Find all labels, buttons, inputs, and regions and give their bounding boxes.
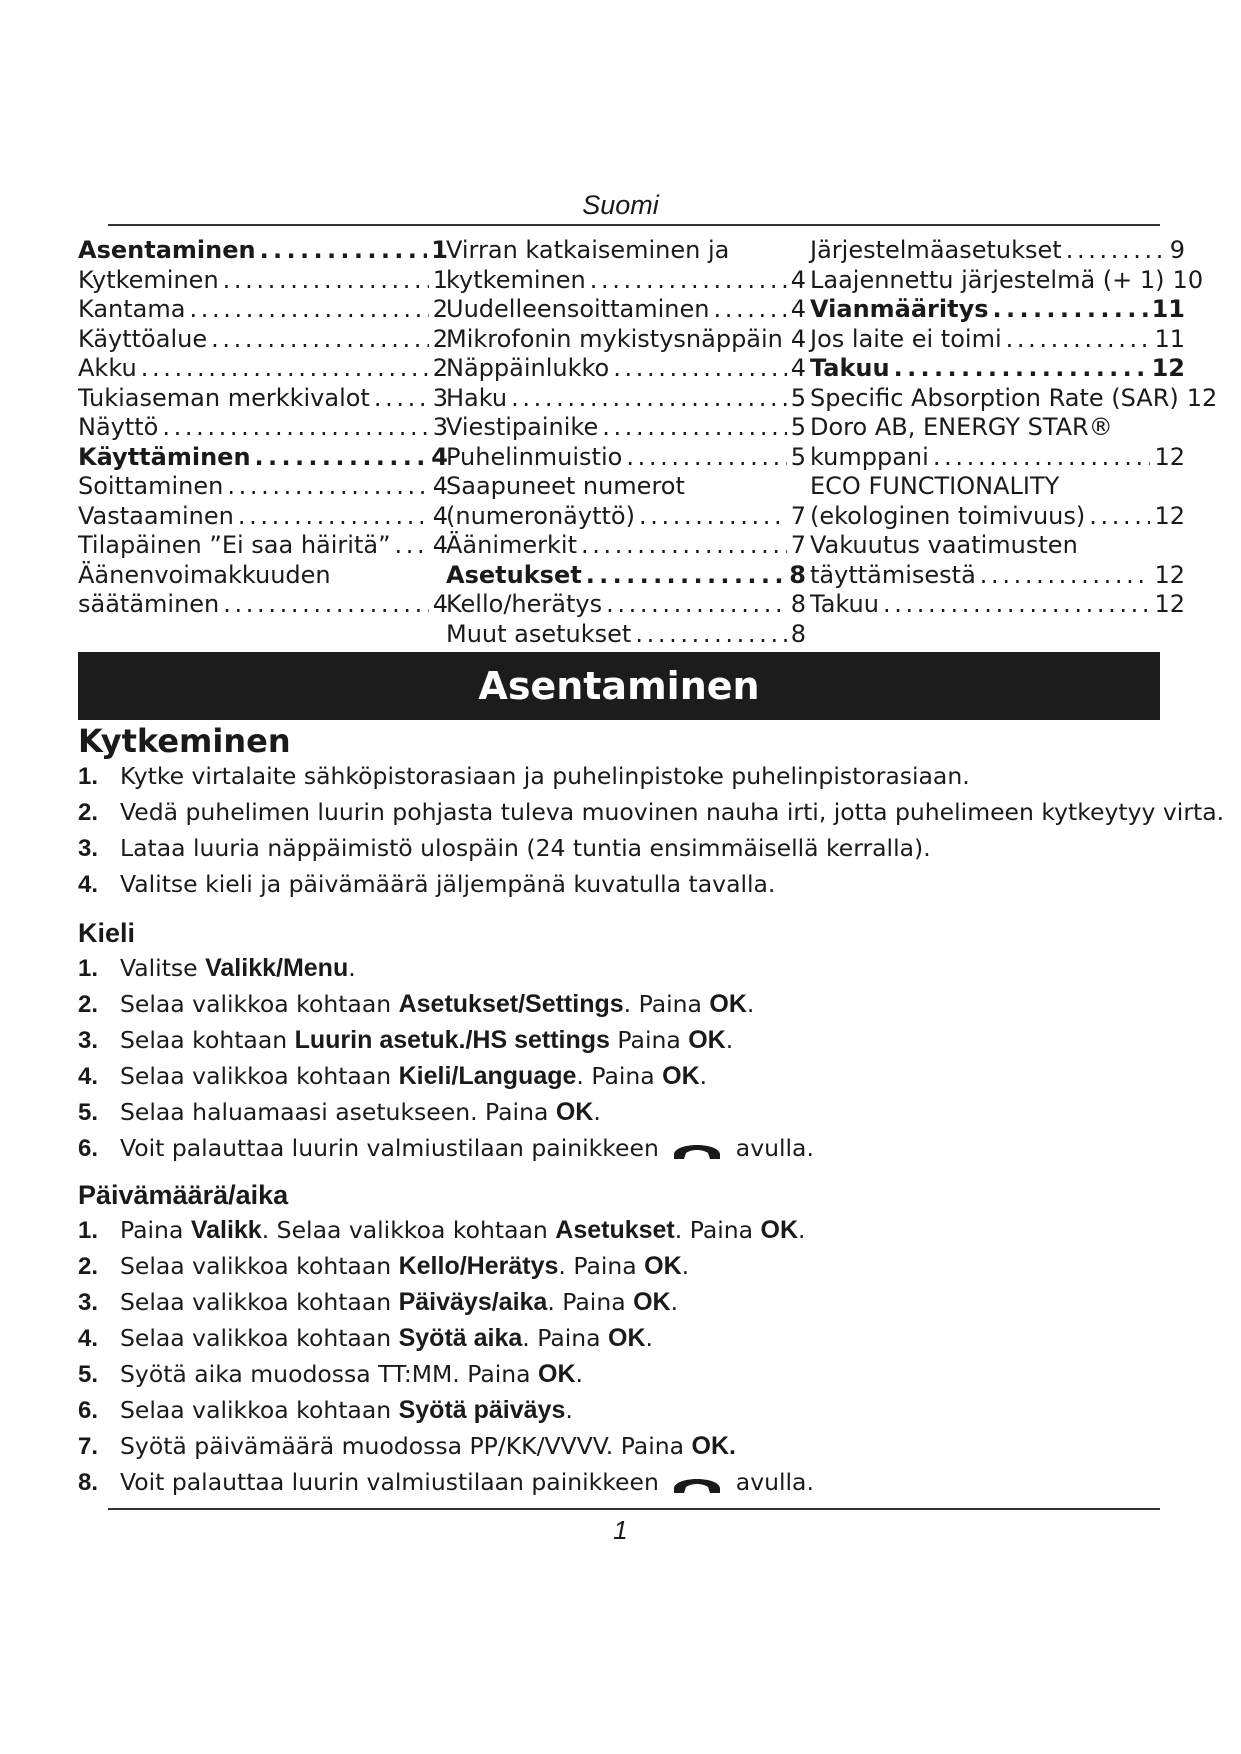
- toc-entry: [78, 384, 448, 414]
- toc-entry-label: Puhelinmuistio: [446, 442, 623, 471]
- step-keyword: Syötä päiväys: [398, 1396, 566, 1424]
- step-text: avulla.: [728, 1468, 814, 1496]
- toc-entry-page: 1: [431, 236, 448, 264]
- step-keyword: Kello/Herätys: [398, 1252, 559, 1280]
- step-number: 7.: [78, 1433, 99, 1460]
- toc-entry-label: Tukiaseman merkkivalot: [78, 383, 370, 412]
- toc-entry: [78, 295, 448, 325]
- end-call-icon: [672, 1138, 722, 1162]
- step-item: [78, 1284, 1198, 1320]
- toc-leader-dots: [374, 384, 429, 414]
- toc-leader-dots: [602, 413, 787, 443]
- toc-leader-dots: [883, 590, 1150, 620]
- toc-entry-label: Soittaminen: [78, 472, 224, 500]
- toc-entry-page: 1: [432, 265, 448, 294]
- step-number: 1.: [78, 763, 99, 790]
- toc-entry: [446, 384, 806, 414]
- toc-leader-dots: [223, 266, 429, 296]
- step-item: [78, 1130, 1198, 1166]
- footer-rule: [108, 1508, 1160, 1510]
- toc-entry-page: 4: [790, 295, 806, 323]
- toc-leader-dots: [1006, 325, 1151, 355]
- step-number: 4.: [78, 1325, 99, 1352]
- toc-entry-page: 12: [1151, 354, 1185, 382]
- step-text: . Paina: [576, 1062, 663, 1090]
- step-keyword: Luurin asetuk./HS settings: [294, 1026, 610, 1054]
- toc-entry-label: Haku: [446, 383, 508, 412]
- toc-entry: [446, 561, 806, 591]
- step-text: . Selaa valikkoa kohtaan: [261, 1216, 556, 1244]
- toc-entry: [810, 383, 1218, 414]
- toc-leader-dots: [1089, 502, 1150, 532]
- toc-entry: [446, 502, 806, 532]
- step-text: .: [725, 1026, 734, 1054]
- toc-entry-page: 5: [790, 413, 806, 441]
- toc-entry: [810, 413, 1185, 443]
- toc-entry-page: 11: [1154, 324, 1185, 353]
- toc-entry-page: 11: [1151, 295, 1185, 323]
- step-item: [78, 794, 1225, 830]
- toc-entry-page: 2: [432, 354, 448, 382]
- toc-entry-label: Jos laite ei toimi: [810, 324, 1002, 353]
- step-text: . Paina: [623, 990, 710, 1018]
- step-keyword: Valikk/Menu: [205, 954, 349, 982]
- step-text: .: [670, 1288, 679, 1316]
- toc-entry-label: Kantama: [78, 295, 186, 323]
- kieli-steps: [78, 950, 1198, 1166]
- toc-entry-label: Tilapäinen ”Ei saa häiritä”: [78, 531, 391, 559]
- step-text: Paina: [120, 1216, 191, 1244]
- step-item: [78, 758, 1198, 794]
- toc-entry: [810, 531, 1185, 561]
- step-item: [78, 1320, 1198, 1356]
- step-text: . Paina: [674, 1216, 761, 1244]
- step-text: Selaa valikkoa kohtaan: [120, 1324, 399, 1352]
- step-text: Selaa valikkoa kohtaan: [120, 1288, 399, 1316]
- step-text: Lataa luuria näppäimistö ulospäin (24 tuntia ensimmäisellä kerralla).: [120, 834, 931, 862]
- toc-entry-label: täyttämisestä: [810, 560, 976, 589]
- step-number: 1.: [78, 955, 99, 982]
- step-text: . Paina: [522, 1324, 609, 1352]
- step-keyword: OK.: [691, 1432, 736, 1460]
- step-item: [78, 986, 1198, 1022]
- step-keyword: Asetukset/Settings: [398, 990, 624, 1018]
- step-keyword: OK: [633, 1288, 671, 1316]
- toc-entry-page: 3: [432, 383, 448, 412]
- toc-entry: [810, 502, 1185, 532]
- toc-entry-label: Kello/herätys: [446, 590, 603, 618]
- step-text: Vedä puhelimen luurin pohjasta tuleva muovinen nauha irti, jotta puhelimeen kytkeytyy virta.: [120, 798, 1225, 826]
- toc-entry: [78, 354, 448, 384]
- toc-entry: [446, 325, 806, 355]
- step-number: 3.: [78, 1027, 99, 1054]
- step-item: [78, 950, 1198, 986]
- toc-entry-label: Kytkeminen: [78, 265, 219, 294]
- step-text: Kytke virtalaite sähköpistorasiaan ja puhelinpistoke puhelinpistorasiaan.: [120, 762, 970, 790]
- toc-entry-page: 12: [1186, 383, 1218, 412]
- step-number: 2.: [78, 991, 99, 1018]
- toc-leader-dots: [581, 531, 787, 561]
- toc-leader-dots: [590, 266, 787, 296]
- step-keyword: Kieli/Language: [398, 1062, 577, 1090]
- toc-leader-dots: [255, 443, 428, 473]
- heading-kytkeminen: Kytkeminen: [78, 722, 291, 760]
- heading-paivamaara: Päivämäärä/aika: [78, 1180, 289, 1210]
- step-keyword: Päiväys/aika: [398, 1288, 548, 1316]
- toc-leader-dots: [227, 472, 428, 502]
- header-language: Suomi: [582, 190, 659, 220]
- step-number: 5.: [78, 1099, 99, 1126]
- toc-entry-label: Specific Absorption Rate (SAR): [810, 383, 1179, 412]
- toc-leader-dots: [162, 413, 428, 443]
- toc-entry-label: Vastaaminen: [78, 501, 234, 530]
- toc-entry: [78, 531, 448, 561]
- toc-entry-page: 12: [1154, 501, 1185, 530]
- toc-entry: [446, 413, 806, 443]
- paivamaara-steps: [78, 1212, 1198, 1500]
- toc-entry-label: (numeronäyttö): [446, 501, 635, 530]
- toc-entry: [78, 236, 448, 266]
- step-text: . Paina: [558, 1252, 645, 1280]
- toc-entry-label: Saapuneet numerot: [446, 472, 685, 500]
- step-number: 1.: [78, 1217, 99, 1244]
- toc-column-2: [446, 236, 806, 649]
- toc-entry-label: Viestipainike: [446, 413, 599, 441]
- toc-entry-label: Virran katkaiseminen ja: [446, 236, 730, 264]
- end-call-icon: [672, 1472, 722, 1496]
- toc-entry: [78, 325, 448, 355]
- toc-entry-page: 12: [1154, 442, 1185, 471]
- toc-entry: [78, 590, 448, 620]
- toc-entry: [810, 325, 1185, 355]
- step-text: Selaa valikkoa kohtaan: [120, 1252, 399, 1280]
- step-text: .: [645, 1324, 654, 1352]
- step-text: .: [575, 1360, 584, 1388]
- step-keyword: Asetukset: [555, 1216, 675, 1244]
- toc-entry-page: 4: [432, 501, 448, 530]
- section-banner: Asentaminen: [78, 652, 1160, 720]
- toc-entry-label: Näyttö: [78, 413, 159, 441]
- step-item: [78, 1248, 1198, 1284]
- step-keyword: OK: [662, 1062, 700, 1090]
- toc-entry-label: säätäminen: [78, 590, 220, 618]
- step-text: Syötä aika muodossa TT:MM. Paina: [120, 1360, 539, 1388]
- toc-entry-label: Äänenvoimakkuuden: [78, 560, 331, 589]
- toc-entry: [446, 295, 806, 325]
- toc-leader-dots: [639, 502, 787, 532]
- toc-entry-label: Vakuutus vaatimusten: [810, 531, 1078, 559]
- toc-leader-dots: [1066, 236, 1166, 266]
- step-text: .: [746, 990, 755, 1018]
- step-keyword: OK: [688, 1026, 726, 1054]
- toc-entry-page: 10: [1172, 265, 1204, 294]
- toc-entry: [810, 590, 1185, 620]
- toc-leader-dots: [606, 590, 787, 620]
- toc-entry-label: Äänimerkit: [446, 531, 577, 559]
- step-text: Selaa kohtaan: [120, 1026, 295, 1054]
- step-text: .: [681, 1252, 690, 1280]
- step-keyword: Valikk: [190, 1216, 262, 1244]
- toc-entry-page: 4: [790, 324, 807, 353]
- step-keyword: OK: [608, 1324, 646, 1352]
- step-item: [78, 830, 1198, 866]
- toc-entry-label: Takuu: [810, 590, 879, 618]
- toc-entry-page: 4: [432, 590, 448, 618]
- toc-column-1: [78, 236, 448, 620]
- toc-entry: [78, 561, 448, 591]
- step-text: Selaa valikkoa kohtaan: [120, 1396, 399, 1424]
- step-text: Selaa haluamaasi asetukseen. Paina: [120, 1098, 556, 1126]
- toc-entry-label: Käyttäminen: [78, 442, 251, 471]
- toc-entry: [78, 472, 448, 502]
- step-number: 3.: [78, 835, 99, 862]
- toc-entry: [78, 266, 448, 296]
- step-item: [78, 1212, 1198, 1248]
- toc-entry-label: Vianmääritys: [810, 295, 989, 323]
- step-number: 3.: [78, 1289, 99, 1316]
- step-text: Valitse kieli ja päivämäärä jäljempänä kuvatulla tavalla.: [120, 870, 776, 898]
- step-item: [78, 1428, 1198, 1464]
- toc-leader-dots: [141, 354, 429, 384]
- toc-leader-dots: [511, 384, 787, 414]
- toc-entry: [446, 590, 806, 620]
- toc-entry: [810, 561, 1185, 591]
- toc-column-3: [810, 236, 1218, 620]
- step-text: . Paina: [547, 1288, 634, 1316]
- toc-entry: [446, 620, 806, 650]
- toc-entry-page: 2: [432, 295, 448, 323]
- toc-entry-page: 12: [1154, 560, 1185, 589]
- toc-entry-label: Laajennettu järjestelmä (+ 1): [810, 265, 1165, 294]
- toc-entry-label: Asetukset: [446, 560, 582, 589]
- step-item: [78, 1392, 1198, 1428]
- toc-entry-label: Asentaminen: [78, 236, 256, 264]
- step-number: 5.: [78, 1361, 99, 1388]
- toc-leader-dots: [238, 502, 429, 532]
- step-item: [78, 1058, 1198, 1094]
- step-number: 8.: [78, 1469, 99, 1496]
- step-number: 2.: [78, 1253, 99, 1280]
- step-text: Selaa valikkoa kohtaan: [120, 990, 399, 1018]
- toc-entry: [446, 443, 806, 473]
- toc-entry: [810, 472, 1185, 502]
- toc-entry-page: 4: [790, 354, 806, 382]
- toc-entry: [446, 472, 806, 502]
- header-rule: [108, 224, 1160, 226]
- step-number: 4.: [78, 1063, 99, 1090]
- step-item: [78, 1022, 1198, 1058]
- step-keyword: Syötä aika: [398, 1324, 523, 1352]
- toc-entry-page: 8: [790, 590, 806, 618]
- toc-leader-dots: [993, 295, 1148, 325]
- toc-entry: [810, 354, 1185, 384]
- toc-entry-label: Uudelleensoittaminen: [446, 295, 710, 323]
- step-text: avulla.: [728, 1134, 814, 1162]
- step-keyword: OK: [555, 1098, 594, 1126]
- toc-entry-label: Muut asetukset: [446, 619, 632, 648]
- toc-entry-page: 9: [1169, 236, 1185, 264]
- step-text: .: [798, 1216, 806, 1244]
- step-keyword: OK: [709, 990, 747, 1018]
- toc-leader-dots: [713, 295, 786, 325]
- toc-leader-dots: [586, 561, 786, 591]
- toc-entry: [78, 443, 448, 473]
- toc-entry: [78, 413, 448, 443]
- toc-entry: [78, 502, 448, 532]
- toc-entry: [810, 295, 1185, 325]
- toc-entry-page: 4: [790, 265, 806, 294]
- step-text: Syötä päivämäärä muodossa PP/KK/VVVV. Paina: [120, 1432, 692, 1460]
- kytkeminen-steps: [78, 758, 1225, 902]
- page-number: 1: [613, 1515, 628, 1545]
- toc-leader-dots: [933, 443, 1151, 473]
- toc-entry: [446, 354, 806, 384]
- toc-leader-dots: [613, 354, 787, 384]
- toc-entry-page: 2: [432, 324, 448, 353]
- step-item: [78, 1356, 1198, 1392]
- toc-entry-page: 4: [432, 531, 448, 559]
- toc-entry: [446, 266, 806, 296]
- toc-leader-dots: [223, 590, 428, 620]
- toc-entry-page: 3: [432, 413, 448, 441]
- toc-entry-label: Järjestelmäasetukset: [810, 236, 1062, 264]
- toc-entry-label: kumppani: [810, 442, 929, 471]
- step-keyword: OK: [644, 1252, 682, 1280]
- toc-leader-dots: [894, 354, 1148, 384]
- step-keyword: OK: [538, 1360, 576, 1388]
- step-text: Valitse: [120, 954, 206, 982]
- step-text: .: [699, 1062, 708, 1090]
- toc-entry-label: Käyttöalue: [78, 324, 208, 353]
- step-number: 6.: [78, 1135, 99, 1162]
- toc-leader-dots: [626, 443, 786, 473]
- step-text: .: [565, 1396, 573, 1424]
- toc-entry-page: 4: [432, 472, 448, 500]
- toc-entry-label: ECO FUNCTIONALITY: [810, 472, 1060, 500]
- toc-entry-page: 4: [431, 442, 448, 471]
- toc-entry-label: Näppäinlukko: [446, 354, 610, 382]
- toc-entry-page: 5: [790, 442, 806, 471]
- toc-entry-page: 5: [790, 383, 806, 412]
- step-item: [78, 866, 1198, 902]
- step-item: [78, 1464, 1198, 1500]
- step-number: 6.: [78, 1397, 99, 1424]
- step-text: .: [593, 1098, 601, 1126]
- toc-entry: [810, 236, 1185, 266]
- step-text: .: [348, 954, 356, 982]
- toc-entry-label: Doro AB, ENERGY STAR®: [810, 413, 1113, 441]
- toc-entry: [810, 443, 1185, 473]
- heading-kieli: Kieli: [78, 918, 136, 948]
- toc-leader-dots: [211, 325, 429, 355]
- toc-leader-dots: [980, 561, 1151, 591]
- step-number: 2.: [78, 799, 99, 826]
- toc-entry-label: Akku: [78, 354, 137, 382]
- toc-leader-dots: [189, 295, 428, 325]
- toc-entry-page: 12: [1154, 590, 1185, 618]
- toc-leader-dots: [395, 531, 429, 561]
- toc-entry-label: kytkeminen: [446, 265, 586, 294]
- toc-entry: [810, 265, 1204, 296]
- toc-entry: [446, 531, 806, 561]
- step-text: Voit palauttaa luurin valmiustilaan painikkeen: [120, 1468, 667, 1496]
- step-number: 4.: [78, 871, 99, 898]
- toc-entry: [446, 236, 806, 266]
- toc-entry-page: 8: [789, 560, 806, 589]
- toc-leader-dots: [635, 620, 786, 650]
- step-text: Voit palauttaa luurin valmiustilaan painikkeen: [120, 1134, 667, 1162]
- step-text: Selaa valikkoa kohtaan: [120, 1062, 399, 1090]
- step-item: [78, 1094, 1198, 1130]
- toc-entry-label: Takuu: [810, 354, 890, 382]
- toc-entry-page: 7: [790, 531, 806, 559]
- toc-entry-label: (ekologinen toimivuus): [810, 501, 1086, 530]
- toc-entry-label: Mikrofonin mykistysnäppäin: [446, 324, 783, 353]
- toc-entry-page: 8: [790, 619, 806, 648]
- step-text: Paina: [609, 1026, 689, 1054]
- toc-entry-page: 7: [790, 501, 806, 530]
- toc-leader-dots: [260, 236, 428, 266]
- step-keyword: OK: [760, 1216, 799, 1244]
